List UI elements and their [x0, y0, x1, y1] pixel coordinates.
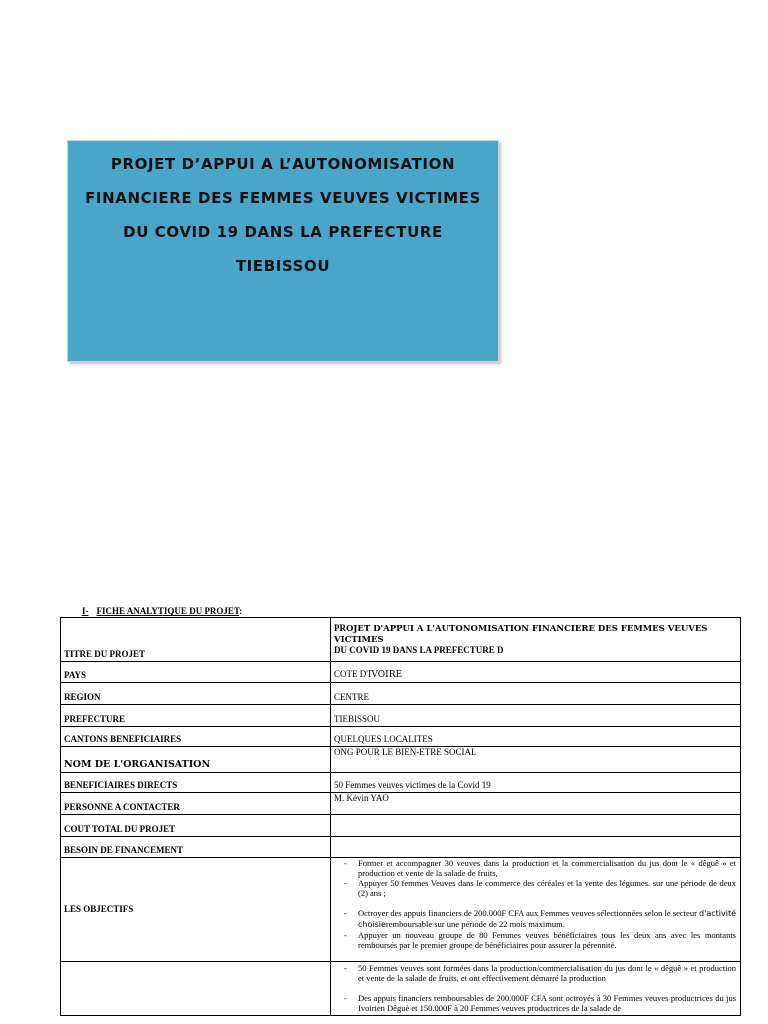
objectifs-list — [334, 858, 736, 950]
prefecture-value: TIEBISSOU — [331, 705, 741, 727]
cover-title-line-2: FINANCIERE DES FEMMES VEUVES VICTIMES — [85, 189, 481, 207]
list-item: - Appuyer 50 femmes Veuves dans le commerce des céréales et la vente des légumes. sur une période de deux (2) ans ; — [358, 878, 736, 898]
contact-value: M. Kévin YAO — [331, 793, 741, 815]
cover-title-box — [67, 140, 499, 362]
prefecture-label: PREFECTURE — [61, 705, 331, 727]
cout-value — [331, 815, 741, 837]
list-item: - Former et accompagner 30 veuves dans la production et la commercialisation du jus dont le « dêguê » et production et vente de la salade de fruits, — [358, 858, 736, 878]
cantons-value: QUELQUES LOCALITES — [331, 727, 741, 747]
objectifs-label: LES OBJECTIFS — [61, 858, 331, 962]
table-row — [61, 815, 741, 837]
table-row — [61, 727, 741, 747]
resultats-list — [334, 963, 736, 1013]
pays-value: COTE D'IVOIRE — [331, 662, 741, 683]
table-row — [61, 662, 741, 683]
list-item: - Octroyer des appuis financiers de 200.000F CFA aux Femmes veuves sélectionnées selon le secteur d'activité choisieremboursable sur une période de 22 mois maximum. — [358, 908, 736, 930]
table-row — [61, 837, 741, 858]
section-heading: I- FICHE ANALYTIQUE DU PROJET: — [82, 606, 243, 616]
beneficiaires-value: 50 Femmes veuves victimes de la Covid 19 — [331, 773, 741, 793]
cantons-label: CANTONS BENEFICIAIRES — [61, 727, 331, 747]
table-row — [61, 858, 741, 962]
list-item: - Des appuis financiers remboursables de 200.000F CFA sont octroyés à 30 Femmes veuves productrices du jus Ivoirien Dêguè et 150.000F à 20 Femmes veuves productrices de la salade de — [358, 993, 736, 1013]
resultats-label — [61, 962, 331, 1016]
besoin-label: BESOIN DE FINANCEMENT — [61, 837, 331, 858]
region-value: CENTRE — [331, 683, 741, 705]
beneficiaires-label: BENEFICIAIRES DIRECTS — [61, 773, 331, 793]
organisation-label: NOM DE L'ORGANISATION — [61, 747, 331, 773]
table-row — [61, 705, 741, 727]
besoin-value — [331, 837, 741, 858]
table-row — [61, 793, 741, 815]
organisation-value: ONG POUR LE BIEN-ETRE SOCIAL — [331, 747, 741, 773]
cover-title-line-1: PROJET D’APPUI A L’AUTONOMISATION — [110, 155, 456, 173]
table-row — [61, 683, 741, 705]
resultats-value — [331, 962, 741, 1016]
cover-title-line-4: TIEBISSOU — [235, 257, 331, 275]
table-row — [61, 773, 741, 793]
objectifs-value — [331, 858, 741, 962]
cover-title-line-3: DU COVID 19 DANS LA PREFECTURE — [123, 223, 443, 241]
list-item: - 50 Femmes veuves sont formées dans la production/commercialisation du jus dont le « dêguê » et production et vente de la salade de fruits, et ont effectivement démarré la production — [358, 963, 736, 983]
pays-label: PAYS — [61, 662, 331, 683]
table-row — [61, 962, 741, 1016]
list-item: - Appuyer un nouveau groupe de 80 Femmes veuves bénéficiaires tous les deux ans avec les montants remboursés par le premier groupe de bénéficiaires pour assurer la pérennité. — [358, 930, 736, 950]
cout-label: COUT TOTAL DU PROJET — [61, 815, 331, 837]
contact-label: PERSONNE A CONTACTER — [61, 793, 331, 815]
project-sheet-table — [60, 617, 741, 1016]
table-row — [61, 618, 741, 662]
region-label: REGION — [61, 683, 331, 705]
titre-value: PROJET D'APPUI A L'AUTONOMISATION FINANCIERE DES FEMMES VEUVES VICTIMES DU COVID 19 DANS LA PREFECTURE D — [331, 618, 741, 662]
section-number: I- — [82, 606, 89, 616]
section-title: FICHE ANALYTIQUE DU PROJET — [96, 606, 240, 616]
titre-label: TITRE DU PROJET — [61, 618, 331, 662]
table-row — [61, 747, 741, 773]
